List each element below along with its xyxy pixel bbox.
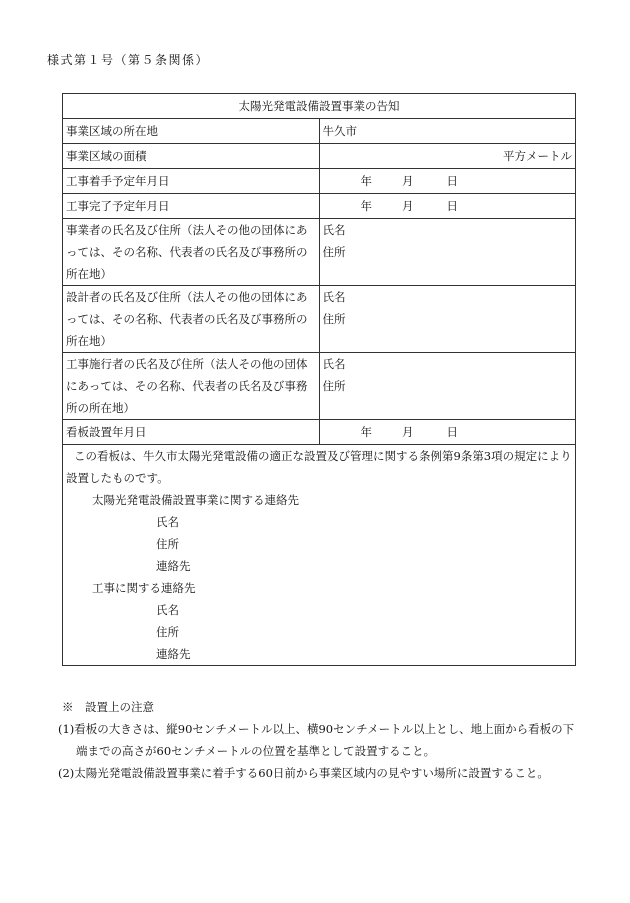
contact-work-phone: 連絡先: [156, 647, 191, 661]
address-label: 住所: [322, 245, 346, 259]
contact-work-address: 住所: [156, 625, 179, 639]
row-label-location: 事業区域の所在地: [63, 119, 320, 144]
address-label: 住所: [322, 379, 346, 393]
note-item-1: (1)看板の大きさは、縦90センチメートル以上、横90センチメートル以上とし、地上面から看板の下端までの高さが60センチメートルの位置を基準として設置すること。: [58, 722, 575, 758]
table-row: [63, 420, 576, 445]
month-label: 月: [402, 174, 414, 188]
notes-heading: ※ 設置上の注意: [62, 700, 154, 714]
row-value-location: 牛久市: [319, 119, 576, 144]
row-label-contractor: 工事施行者の氏名及び住所（法人その他の団体にあっては、その名称、代表者の氏名及び事務所の所在地）: [63, 353, 320, 420]
year-label: 年: [360, 199, 372, 213]
row-label-area: 事業区域の面積: [63, 144, 320, 169]
notice-row: [63, 445, 576, 666]
row-value-operator: [319, 219, 576, 286]
installation-notes: [58, 696, 582, 784]
contact-project-address: 住所: [156, 537, 179, 551]
table-row: [63, 194, 576, 219]
row-value-end-date: [319, 194, 576, 219]
month-label: 月: [402, 425, 414, 439]
table-row: [63, 286, 576, 353]
address-label: 住所: [322, 312, 346, 326]
row-label-start-date: 工事着手予定年月日: [63, 169, 320, 194]
contact-project-name: 氏名: [156, 515, 179, 529]
name-label: 氏名: [322, 290, 346, 304]
name-label: 氏名: [322, 357, 346, 371]
row-label-designer: 設計者の氏名及び住所（法人その他の団体にあっては、その名称、代表者の氏名及び事務所の所在地）: [63, 286, 320, 353]
table-row: [63, 119, 576, 144]
row-label-end-date: 工事完了予定年月日: [63, 194, 320, 219]
row-label-operator: 事業者の氏名及び住所（法人その他の団体にあっては、その名称、代表者の氏名及び事務所の所在地）: [63, 219, 320, 286]
contact-work-heading: 工事に関する連絡先: [92, 581, 196, 595]
day-label: 日: [446, 425, 458, 439]
name-label: 氏名: [322, 223, 346, 237]
notice-text: この看板は、牛久市太陽光発電設備の適正な設置及び管理に関する条例第9条第3項の規定により設置したものです。: [66, 449, 572, 485]
table-row: [63, 353, 576, 420]
row-label-sign-date: 看板設置年月日: [63, 420, 320, 445]
table-row: [63, 169, 576, 194]
contact-project-heading: 太陽光発電設備設置事業に関する連絡先: [92, 493, 299, 507]
year-label: 年: [360, 425, 372, 439]
table-title: 太陽光発電設備設置事業の告知: [63, 94, 576, 119]
table-row: [63, 144, 576, 169]
note-item-2: (2)太陽光発電設備設置事業に着手する60日前から事業区域内の見やすい場所に設置すること。: [58, 766, 549, 780]
row-value-start-date: [319, 169, 576, 194]
row-value-contractor: [319, 353, 576, 420]
notice-body: [63, 445, 576, 666]
row-value-area-unit: 平方メートル: [319, 144, 576, 169]
month-label: 月: [402, 199, 414, 213]
row-value-sign-date: [319, 420, 576, 445]
row-value-designer: [319, 286, 576, 353]
notice-table: [62, 93, 576, 666]
table-title-row: [63, 94, 576, 119]
form-number: 様式第１号（第５条関係）: [47, 53, 210, 67]
contact-project-phone: 連絡先: [156, 559, 191, 573]
year-label: 年: [360, 174, 372, 188]
day-label: 日: [446, 174, 458, 188]
day-label: 日: [446, 199, 458, 213]
contact-work-name: 氏名: [156, 603, 179, 617]
table-row: [63, 219, 576, 286]
